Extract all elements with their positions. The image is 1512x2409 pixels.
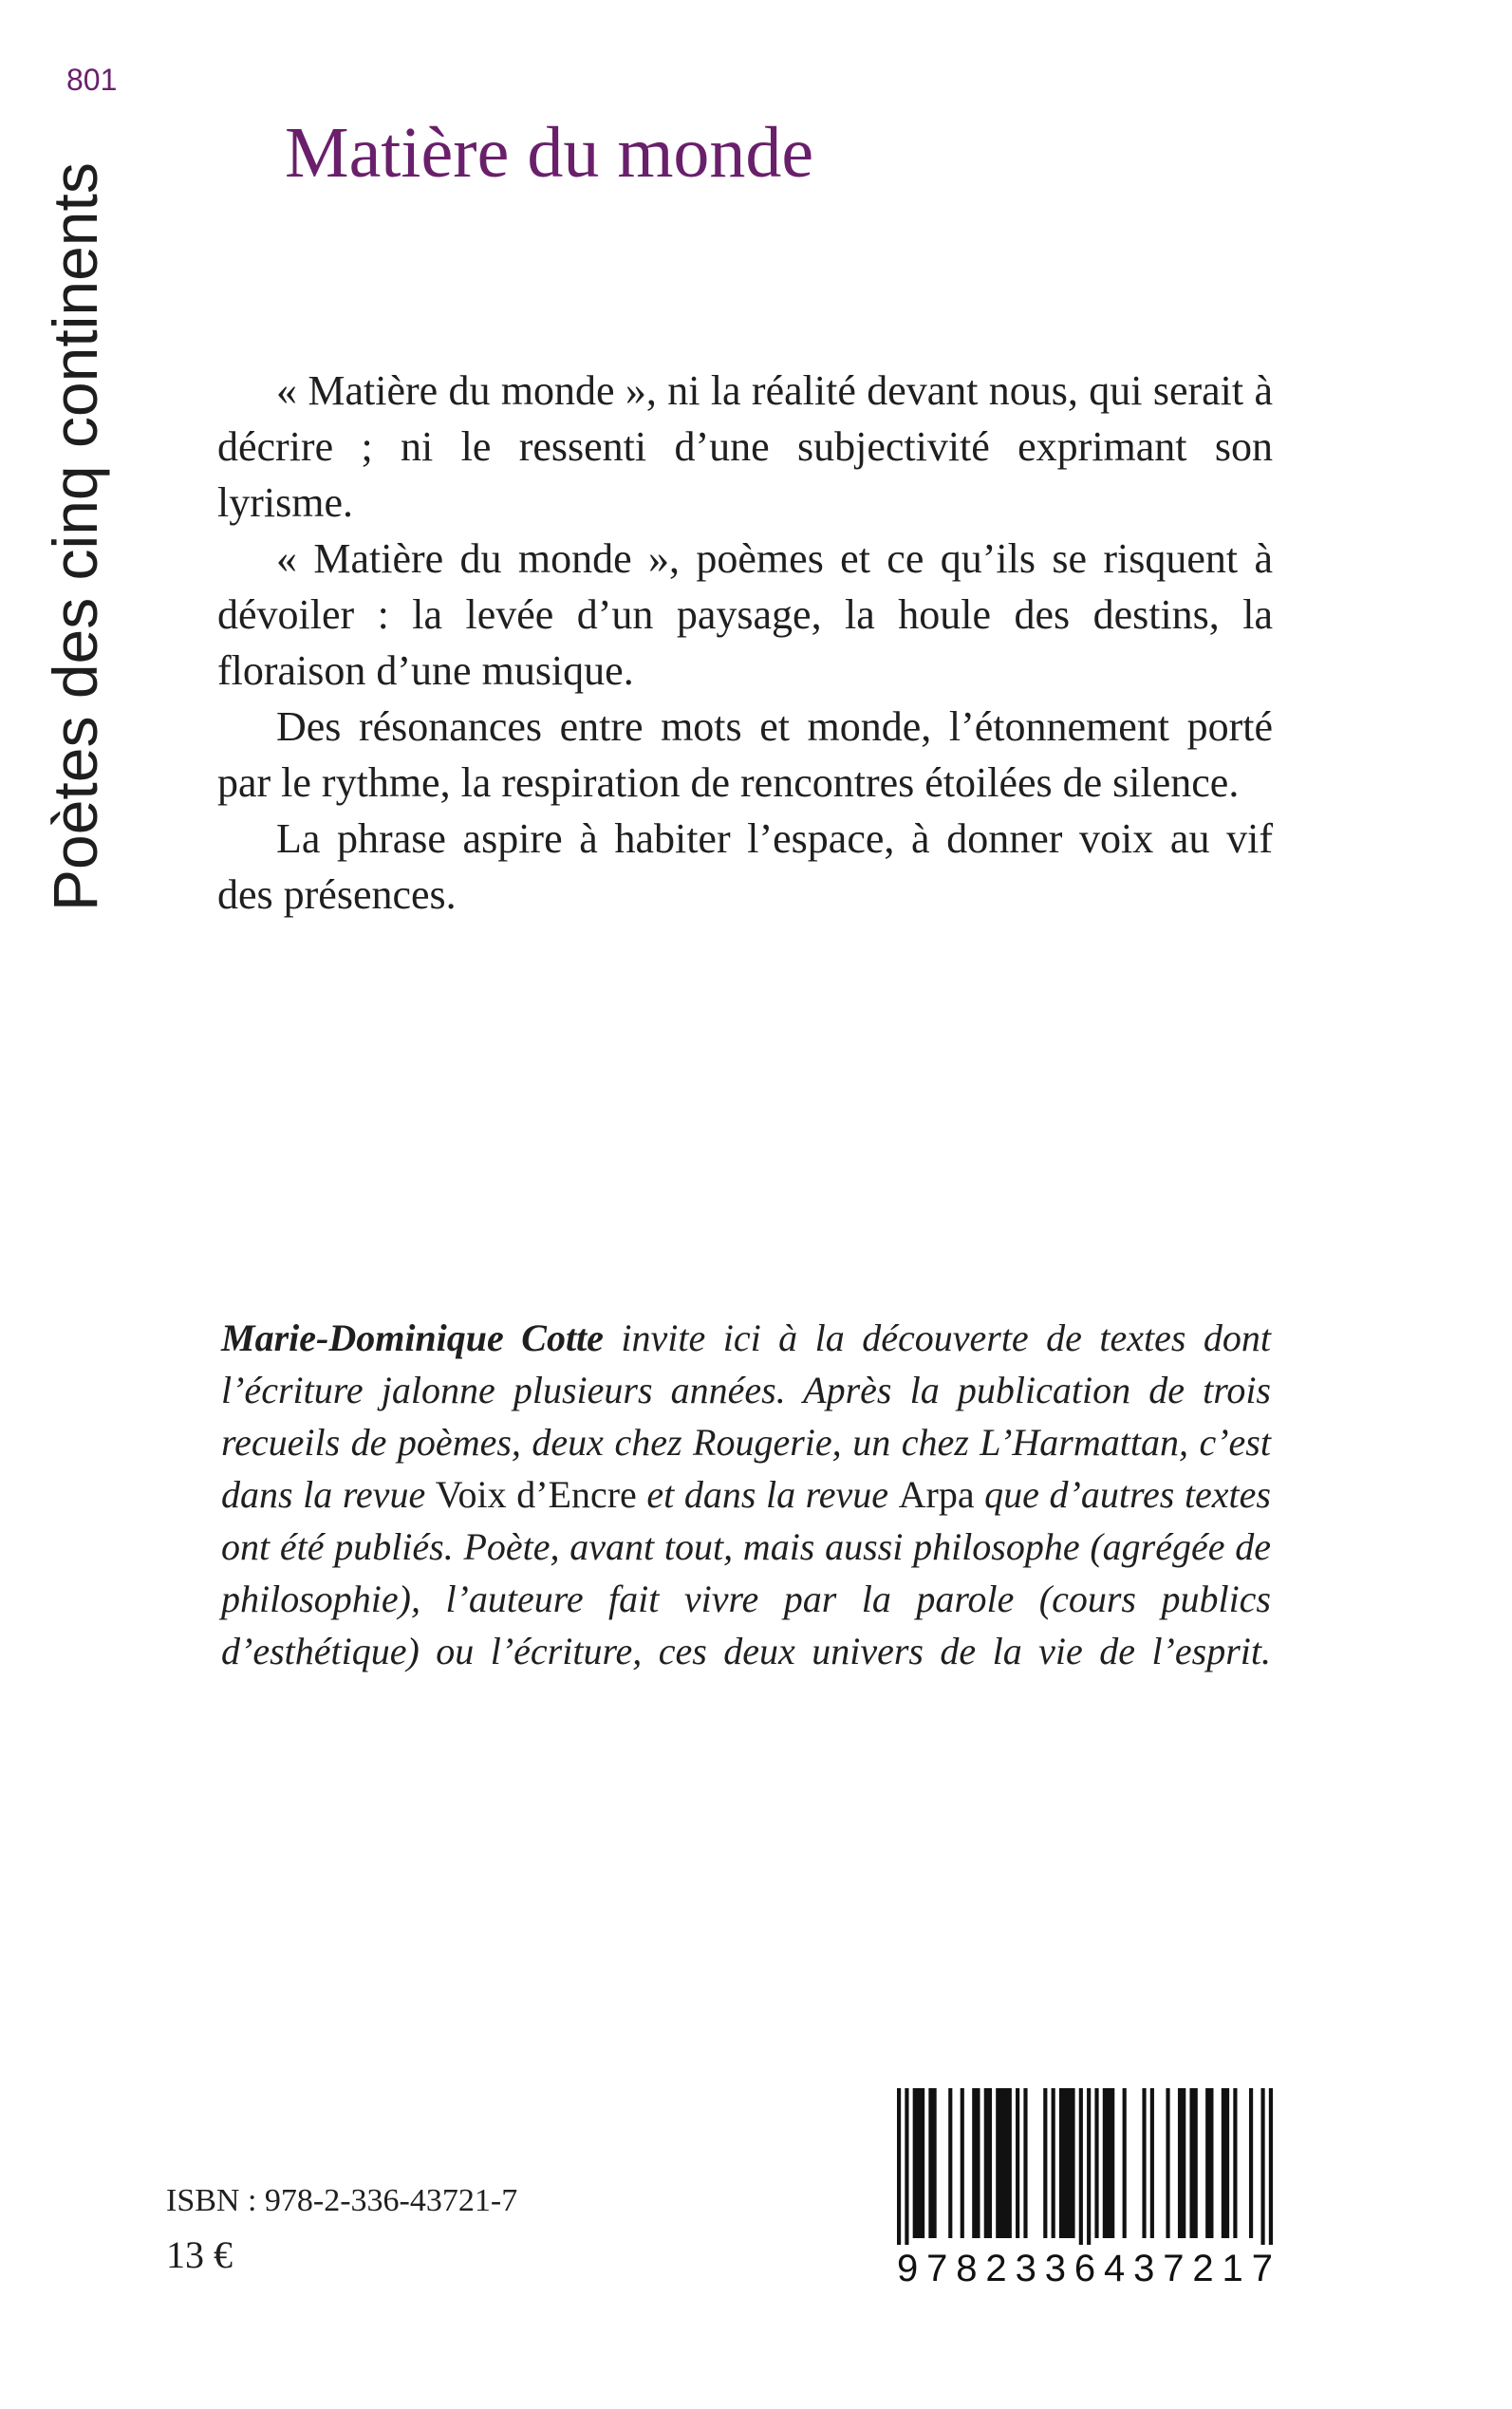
isbn: ISBN : 978-2-336-43721-7: [166, 2183, 518, 2218]
barcode: [897, 2088, 1273, 2297]
synopsis: [217, 363, 1273, 923]
series-number: 801: [66, 63, 118, 97]
barcode-bar: [1178, 2088, 1185, 2238]
barcode-bar: [1103, 2088, 1115, 2238]
barcode-bar: [972, 2088, 980, 2238]
barcode-bar: [1150, 2088, 1154, 2238]
author-bio: [221, 1312, 1271, 1677]
barcode-bar: [996, 2088, 1012, 2238]
bio-text-1: invite ici à la découverte de textes dont l’écriture jalonne plusieurs années. Après la publication de trois recueils de poèmes, deux chez Rougerie, un chez L’Harmattan, c’est dans la revue: [221, 1317, 1272, 1516]
barcode-bar: [961, 2088, 964, 2238]
synopsis-paragraph-3: Des résonances entre mots et monde, l’étonnement porté par le rythme, la respiration de rencontres étoilées de silence.: [217, 703, 1273, 806]
barcode-digit: 8: [956, 2248, 978, 2289]
barcode-bar: [913, 2088, 925, 2238]
barcode-bar: [984, 2088, 992, 2238]
series-title: Poètes des cinq continents: [40, 162, 110, 911]
author-name: Marie-Dominique Cotte: [221, 1317, 604, 1359]
barcode-digit: 9: [897, 2248, 919, 2289]
barcode-bar: [1166, 2088, 1169, 2238]
barcode-bar: [1222, 2088, 1229, 2238]
barcode-bar: [1233, 2088, 1237, 2238]
barcode-bar: [905, 2088, 908, 2245]
barcode-digit: 7: [1251, 2248, 1273, 2289]
journal-name-2: Arpa: [898, 1473, 975, 1516]
journal-name-1: Voix d’Encre: [435, 1473, 637, 1516]
barcode-bar: [1260, 2088, 1264, 2245]
barcode-bar: [928, 2088, 936, 2238]
barcode-bar: [1087, 2088, 1091, 2245]
barcode-bar: [1023, 2088, 1027, 2238]
synopsis-paragraph-1: « Matière du monde », ni la réalité devant nous, qui serait à décrire ; ni le ressenti d’une subjectivité exprimant son lyrisme.: [217, 367, 1273, 526]
price: 13 €: [166, 2233, 233, 2276]
barcode-digit: 2: [1192, 2248, 1214, 2289]
barcode-bar: [1189, 2088, 1197, 2238]
barcode-digit: 7: [1163, 2248, 1185, 2289]
barcode-bar: [897, 2088, 901, 2245]
barcode-bar: [1043, 2088, 1047, 2238]
barcode-digit: 4: [1103, 2248, 1126, 2289]
bio-text-3: que d’autres textes ont été publiés. Poète, avant tout, mais aussi philosophe (agrégée de philosophie), l’auteure fait vivre par la parole (cours publics d’esthétique) ou l’écriture, ces deux univers de la vie de l’esprit.: [221, 1473, 1271, 1672]
barcode-digit: 6: [1073, 2248, 1096, 2289]
barcode-bar: [1079, 2088, 1083, 2245]
barcode-bar: [1052, 2088, 1055, 2238]
barcode-bar: [1123, 2088, 1127, 2238]
barcode-bar: [1142, 2088, 1146, 2238]
barcode-digit: 1: [1222, 2248, 1243, 2289]
barcode-bar: [1094, 2088, 1098, 2238]
barcode-bar: [1059, 2088, 1075, 2238]
barcode-bar: [1205, 2088, 1213, 2238]
barcode-bar: [948, 2088, 952, 2238]
barcode-digit: 3: [1044, 2248, 1066, 2289]
barcode-bars: [897, 2088, 1273, 2245]
bio-text-2: et dans la revue: [636, 1473, 899, 1516]
barcode-digit: 3: [1015, 2248, 1036, 2289]
barcode-digit: 7: [926, 2248, 948, 2289]
barcode-digit: 3: [1133, 2248, 1155, 2289]
synopsis-paragraph-4: La phrase aspire à habiter l’espace, à donner voix au vif des présences.: [217, 815, 1273, 918]
synopsis-paragraph-2: « Matière du monde », poèmes et ce qu’ils se risquent à dévoiler : la levée d’un paysage, la houle des destins, la floraison d’une musique.: [217, 535, 1273, 694]
barcode-bar: [1249, 2088, 1253, 2238]
barcode-bar: [1016, 2088, 1019, 2238]
barcode-digit: 2: [985, 2248, 1007, 2289]
barcode-digits: [897, 2248, 1273, 2290]
book-title: Matière du monde: [285, 113, 814, 193]
barcode-bar: [1269, 2088, 1273, 2245]
